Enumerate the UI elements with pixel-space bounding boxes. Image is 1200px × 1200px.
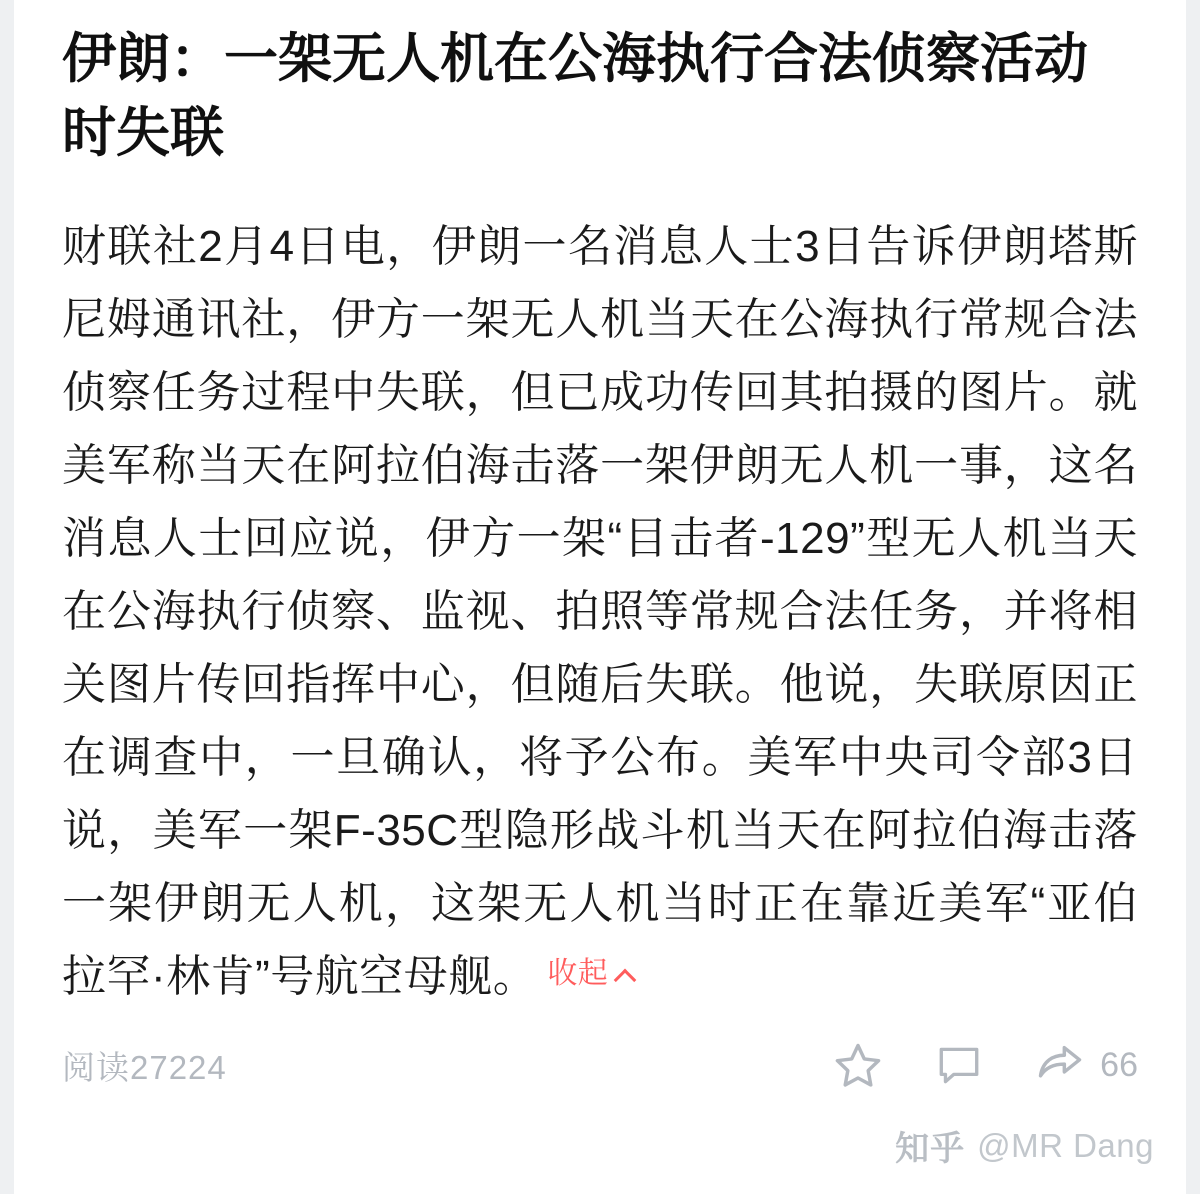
page-title: 伊朗：一架无人机在公海执行合法侦察活动时失联 [62,29,1088,163]
bottom-strip [0,1194,1200,1200]
watermark-handle: @MR Dang [977,1126,1154,1164]
article-body-wrapper [62,170,1138,1013]
collapse-button[interactable] [547,959,636,989]
article-footer [62,1020,1138,1110]
star-icon [832,1039,884,1091]
share-count: 66 [1100,1045,1138,1084]
favorite-button[interactable] [832,1039,884,1091]
comment-button[interactable] [934,1040,984,1090]
chevron-up-icon [614,963,636,985]
share-icon [1034,1039,1086,1091]
action-bar [832,1039,1138,1091]
read-count: 阅读27224 [62,1048,227,1086]
left-page-edge [0,0,14,1200]
comment-icon [934,1040,984,1090]
collapse-label: 收起 [547,957,609,990]
right-page-edge [1186,0,1200,1200]
watermark [895,1121,1154,1170]
share-button[interactable] [1034,1039,1138,1091]
article-body-text: 财联社2月4日电，伊朗一名消息人士3日告诉伊朗塔斯尼姆通讯社，伊方一架无人机当天在公海执行常规合法侦察任务过程中失联，但已成功传回其拍摄的图片。就美军称当天在阿拉伯海击落一架伊朗无人机一事，这名消息人士回应说，伊方一架“目击者-129”型无人机当天在公海执行侦察、监视、拍照等常规合法任务，并将相关图片传回指挥中心，但随后失联。他说，失联原因正在调查中，一旦确认，将予公布。美军中央司令部3日说，美军一架F-35C型隐形战斗机当天在阿拉伯海击落一架伊朗无人机，这架无人机当时正在靠近美军“亚伯拉罕·林肯”号航空母舰。 [62,222,1138,1001]
zhihu-logo: 知乎 [895,1130,966,1168]
